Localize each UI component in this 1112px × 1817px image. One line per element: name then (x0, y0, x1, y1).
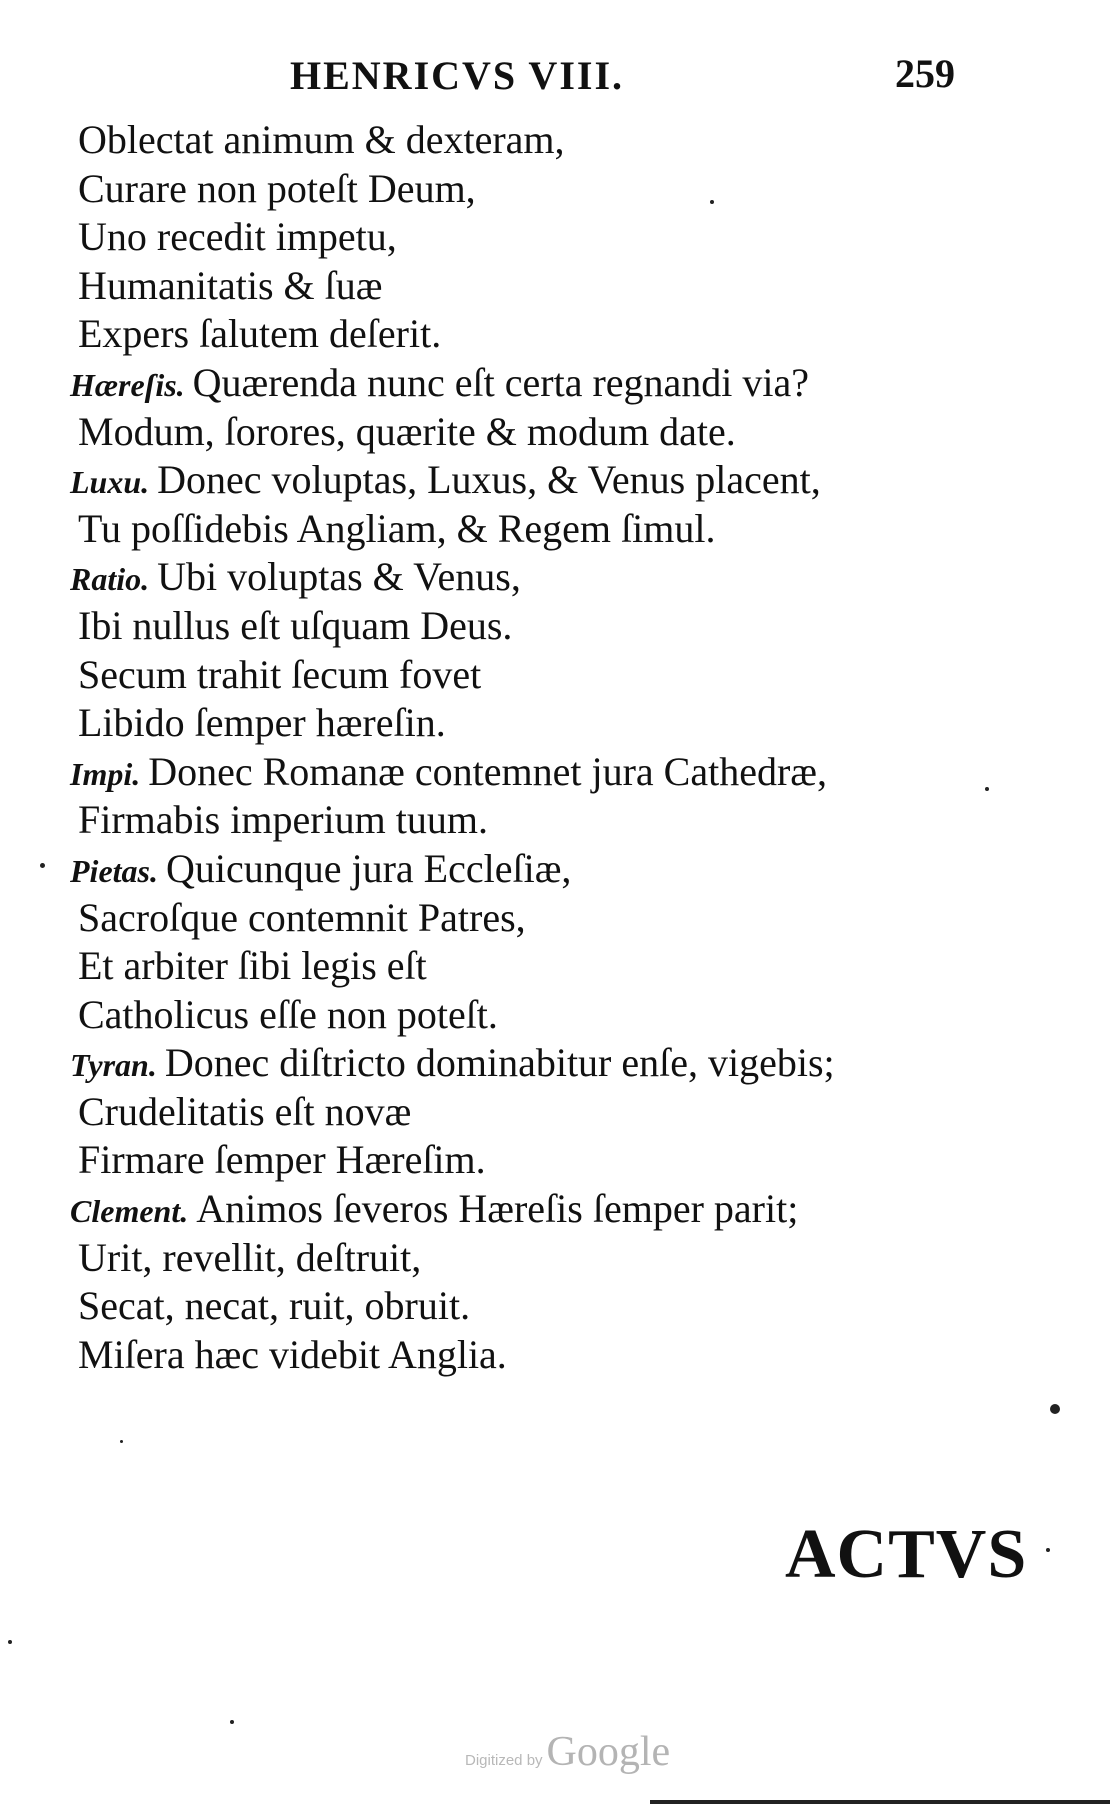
verse-line (70, 1331, 1070, 1380)
speaker-label: Luxu. (70, 464, 150, 501)
line-text: Et arbiter ſibi legis eſt (78, 943, 427, 989)
verse-line (70, 1185, 1070, 1234)
line-text: Animos ſeveros Hæreſis ſemper parit; (196, 1186, 799, 1232)
line-text: Donec diſtricto dominabitur enſe, vigebis; (164, 1040, 835, 1086)
verse-line (70, 1282, 1070, 1331)
verse-line (70, 1039, 1070, 1088)
ink-speck (120, 1440, 123, 1443)
verse-line (70, 116, 1070, 165)
verse-text (70, 116, 1070, 1379)
speaker-label: Tyran. (70, 1047, 157, 1084)
line-text: Quicunque jura Eccleſiæ, (165, 845, 572, 891)
speaker-label: Hæreſis. (70, 366, 185, 403)
ink-speck (985, 787, 989, 791)
line-text: Quærenda nunc eſt certa regnandi via? (192, 359, 810, 405)
verse-line (70, 165, 1070, 214)
ink-speck (8, 1640, 12, 1644)
running-title: HENRICVS VIII. (290, 53, 625, 98)
digitization-watermark (465, 1728, 670, 1776)
line-text: Sacroſque contemnit Patres, (78, 894, 526, 940)
line-text: Crudelitatis eſt novæ (78, 1088, 412, 1134)
verse-line (70, 262, 1070, 311)
line-text: Expers ſalutem deſerit. (78, 311, 442, 357)
speaker-label: Impi. (70, 755, 141, 792)
line-text: Urit, revellit, deſtruit, (78, 1234, 422, 1280)
verse-line (70, 796, 1070, 845)
speaker-label: Ratio. (70, 561, 150, 598)
verse-line (70, 942, 1070, 991)
ink-speck (1046, 1548, 1050, 1552)
verse-line (70, 894, 1070, 943)
verse-line (70, 456, 1070, 505)
ink-speck (1050, 1404, 1060, 1414)
verse-line (70, 1136, 1070, 1185)
verse-line (70, 1088, 1070, 1137)
verse-line (70, 602, 1070, 651)
verse-line (70, 359, 1070, 408)
line-text: Oblectat animum & dexteram, (78, 117, 565, 162)
line-text: Firmabis imperium tuum. (78, 797, 488, 843)
verse-line (70, 553, 1070, 602)
line-text: Libido ſemper hæreſin. (78, 700, 446, 746)
verse-line (70, 991, 1070, 1040)
page-edge-shadow (650, 1800, 1110, 1804)
catchword: ACTVS (785, 1516, 1028, 1593)
line-text: Donec voluptas, Luxus, & Venus placent, (157, 457, 821, 503)
line-text: Donec Romanæ contemnet jura Cathedræ, (148, 748, 827, 794)
verse-line (70, 699, 1070, 748)
ink-speck (230, 1720, 234, 1724)
line-text: Humanitatis & ſuæ (78, 262, 383, 308)
line-text: Firmare ſemper Hæreſim. (78, 1137, 486, 1183)
verse-line (70, 505, 1070, 554)
line-text: Secat, necat, ruit, obruit. (78, 1283, 471, 1329)
line-text: Uno recedit impetu, (78, 214, 397, 260)
line-text: Curare non poteſt Deum, (78, 165, 476, 211)
verse-line (70, 213, 1070, 262)
line-text: Secum trahit ſecum fovet (78, 651, 482, 697)
line-text: Tu poſſidebis Angliam, & Regem ſimul. (78, 505, 716, 551)
watermark-brand: Google (546, 1729, 671, 1775)
speaker-label: Clement. (70, 1193, 189, 1230)
ink-speck (40, 863, 45, 868)
line-text: Ibi nullus eſt uſquam Deus. (78, 602, 513, 648)
page-number: 259 (895, 51, 955, 96)
verse-line (70, 845, 1070, 894)
verse-line (70, 651, 1070, 700)
line-text: Modum, ſorores, quærite & modum date. (78, 408, 736, 454)
line-text: Catholicus eſſe non poteſt. (78, 991, 498, 1037)
speaker-label: Pietas. (70, 852, 158, 889)
watermark-prefix: Digitized by (465, 1752, 543, 1769)
verse-line (70, 748, 1070, 797)
verse-line (70, 408, 1070, 457)
line-text: Miſera hæc videbit Anglia. (78, 1331, 507, 1377)
ink-speck (710, 200, 714, 204)
verse-line (70, 310, 1070, 359)
line-text: Ubi voluptas & Venus, (157, 554, 521, 600)
verse-line (70, 1234, 1070, 1283)
